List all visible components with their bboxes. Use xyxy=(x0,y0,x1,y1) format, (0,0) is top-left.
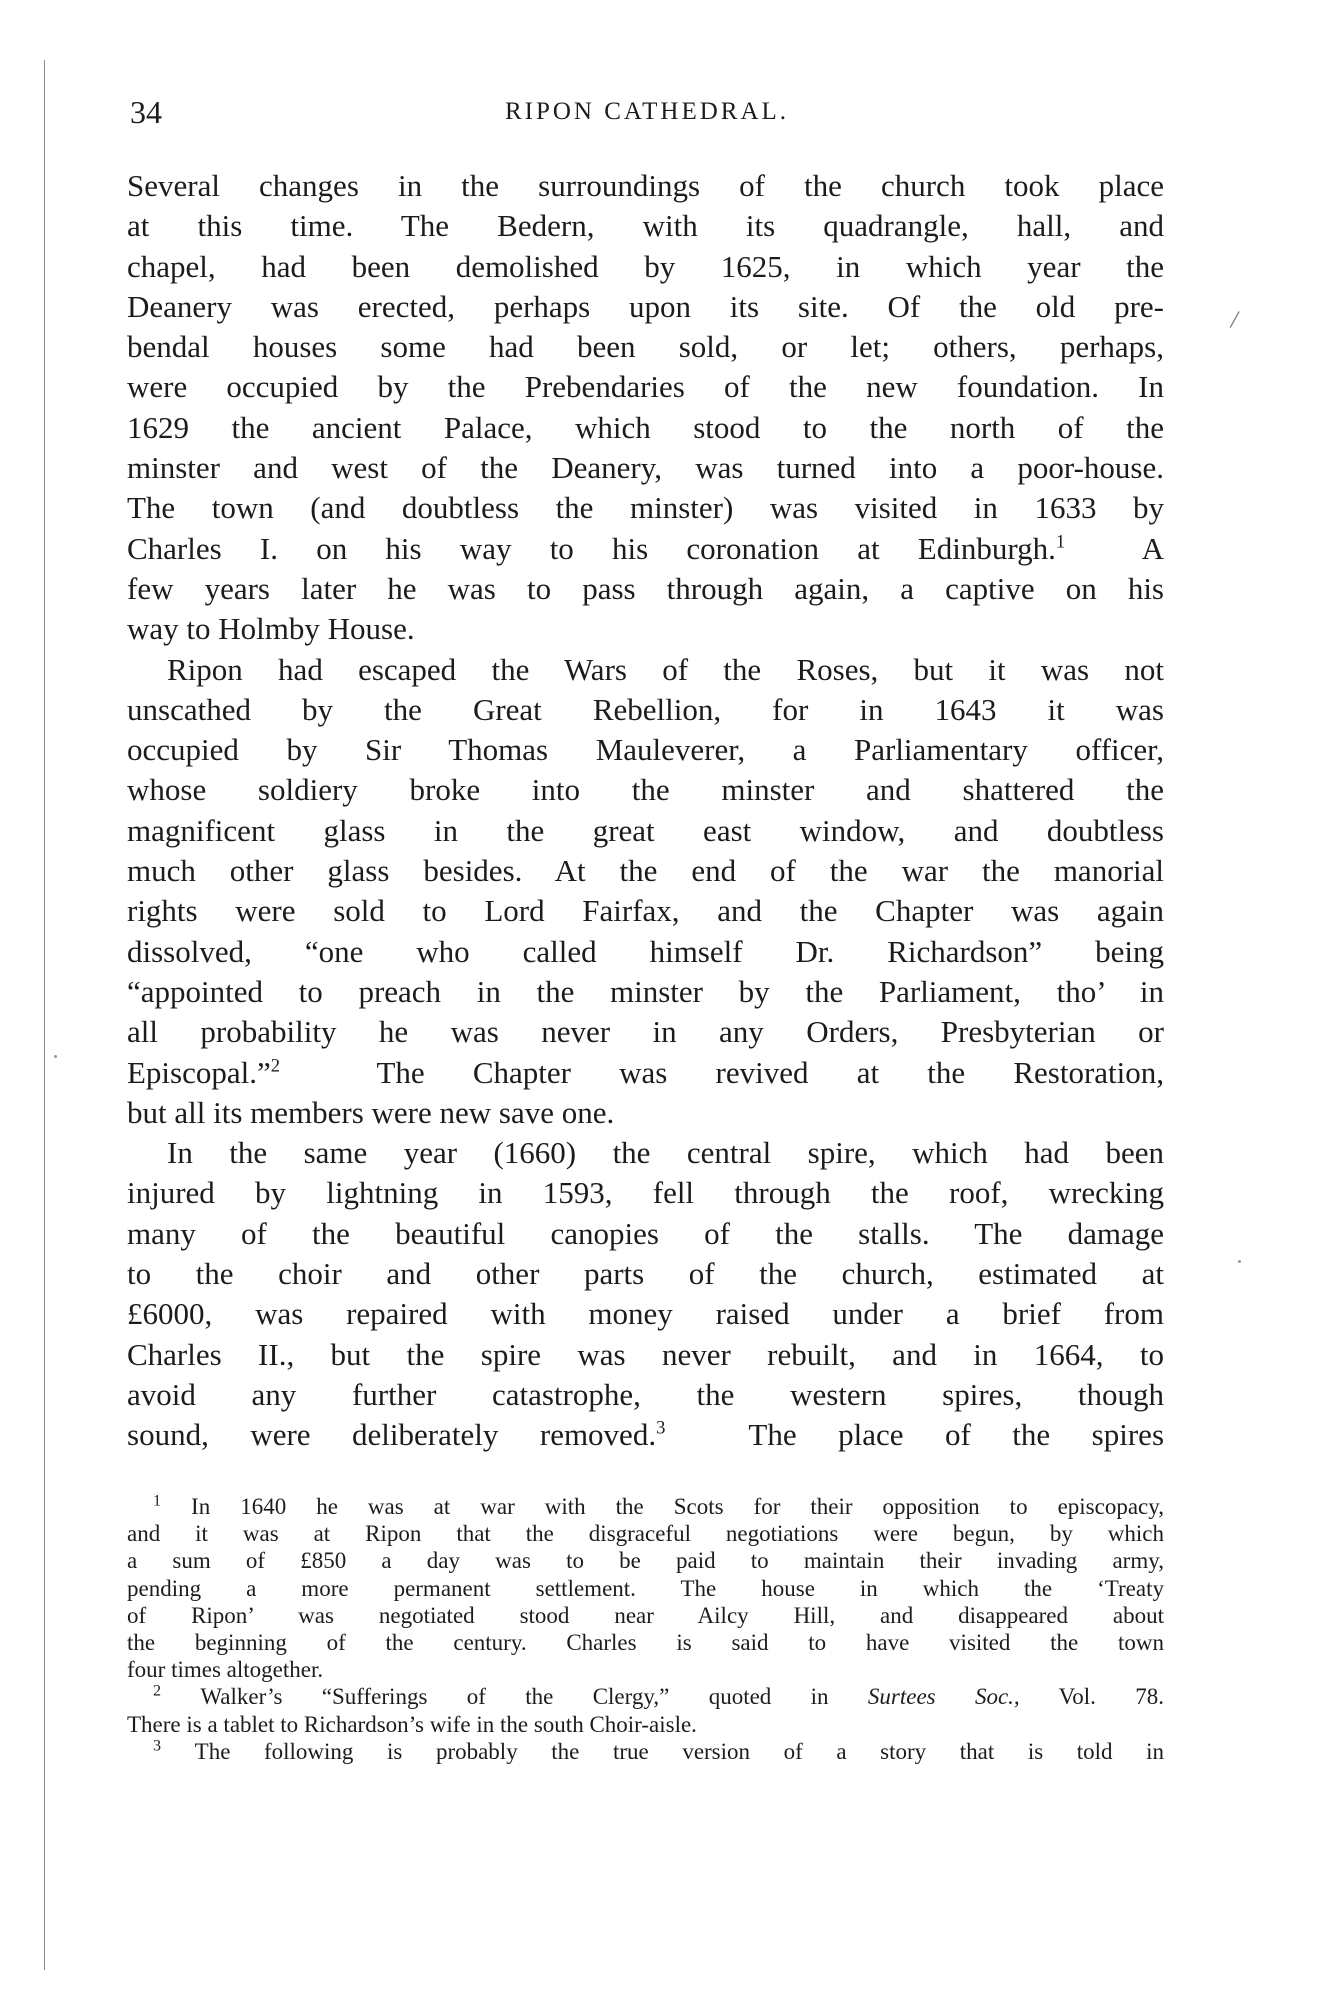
text-fragment: Charles I. on his way to his coronation at Edinburgh. xyxy=(127,530,1056,566)
footnote-number: 2 xyxy=(153,1682,162,1700)
text-line: occupied by Sir Thomas Mauleverer, a Parliamentary officer, xyxy=(127,732,1164,768)
text-fragment: Episcopal.” xyxy=(127,1054,271,1090)
text-line: at this time. The Bedern, with its quadrangle, hall, and xyxy=(127,208,1164,244)
margin-mark: / xyxy=(1228,304,1241,335)
text-line: many of the beautiful canopies of the stalls. The damage xyxy=(127,1215,1164,1251)
margin-dot xyxy=(1238,1260,1241,1263)
text-line: avoid any further catastrophe, the western spires, though xyxy=(127,1376,1164,1412)
text-line: were occupied by the Prebendaries of the new foundation. In xyxy=(127,369,1164,405)
text-line: unscathed by the Great Rebellion, for in 1643 it was xyxy=(127,691,1164,727)
citation-title: Surtees Soc., xyxy=(867,1684,1020,1710)
text-line: £6000, was repaired with money raised under a brief from xyxy=(127,1296,1164,1332)
text-line: injured by lightning in 1593, fell through the roof, wrecking xyxy=(127,1175,1164,1211)
text-line: 1629 the ancient Palace, which stood to the north of the xyxy=(127,409,1164,445)
text-line xyxy=(127,1415,1164,1455)
text-fragment: Vol. 78. xyxy=(1058,1684,1165,1710)
text-line: bendal houses some had been sold, or let; others, perhaps, xyxy=(127,329,1164,365)
text-line: Charles II., but the spire was never rebuilt, and in 1664, to xyxy=(127,1336,1164,1372)
text-fragment: The following is probably the true version of a story that is told in xyxy=(194,1738,1165,1764)
footnote-line: pending a more permanent settlement. The house in which the ‘Treaty xyxy=(127,1575,1164,1601)
text-line: Several changes in the surroundings of the church took place xyxy=(127,168,1164,203)
text-fragment: sound, were deliberately removed. xyxy=(127,1417,657,1453)
text-line xyxy=(127,1053,1164,1093)
text-line: all probability he was never in any Orders, Presbyterian or xyxy=(127,1014,1164,1050)
footnote-ref-3: 3 xyxy=(656,1417,666,1439)
footnote-line: four times altogether. xyxy=(127,1657,324,1683)
text-line: whose soldiery broke into the minster and shattered the xyxy=(127,772,1164,808)
text-line: In the same year (1660) the central spire, which had been xyxy=(167,1135,1164,1171)
footnote-line xyxy=(127,1738,1164,1765)
text-line: The town (and doubtless the minster) was visited in 1633 by xyxy=(127,490,1164,526)
footnote-1 xyxy=(127,1493,1164,1683)
body-text xyxy=(127,166,1164,1456)
footnote-line: the beginning of the century. Charles is said to have visited the town xyxy=(127,1630,1164,1656)
text-line: few years later he was to pass through again, a captive on his xyxy=(127,570,1164,606)
footnote-number: 3 xyxy=(153,1737,162,1755)
text-line: Ripon had escaped the Wars of the Roses, but it was not xyxy=(167,651,1164,687)
footnote-line: a sum of £850 a day was to be paid to maintain their invading army, xyxy=(127,1548,1164,1574)
footnote-line xyxy=(127,1683,1164,1710)
footnote-line: There is a tablet to Richardson’s wife in the south Choir-aisle. xyxy=(127,1711,697,1737)
footnote-number: 1 xyxy=(153,1492,162,1510)
footnote-line: and it was at Ripon that the disgraceful negotiations were begun, by which xyxy=(127,1521,1164,1547)
text-line: magnificent glass in the great east window, and doubtless xyxy=(127,812,1164,848)
paragraph-1 xyxy=(127,166,1164,650)
footnote-ref-2: 2 xyxy=(270,1055,281,1077)
paragraph-2 xyxy=(127,650,1164,1134)
text-line: Deanery was erected, perhaps upon its site. Of the old pre- xyxy=(127,288,1164,324)
footnote-line xyxy=(127,1493,1164,1520)
paragraph-3 xyxy=(127,1133,1164,1455)
text-line: to the choir and other parts of the church, estimated at xyxy=(127,1256,1164,1292)
margin-dot xyxy=(54,1055,57,1058)
text-line: dissolved, “one who called himself Dr. Richardson” being xyxy=(127,933,1164,969)
text-line: “appointed to preach in the minster by the Parliament, tho’ in xyxy=(127,973,1164,1009)
text-line: chapel, had been demolished by 1625, in which year the xyxy=(127,248,1164,284)
text-line: minster and west of the Deanery, was turned into a poor-house. xyxy=(127,450,1164,486)
text-line: way to Holmby House. xyxy=(127,611,415,647)
binding-edge xyxy=(44,60,45,1970)
text-fragment: In 1640 he was at war with the Scots for their opposition to episcopacy, xyxy=(191,1494,1164,1519)
text-line: much other glass besides. At the end of the war the manorial xyxy=(127,853,1164,889)
text-fragment: The Chapter was revived at the Restoration, xyxy=(376,1054,1164,1090)
footnotes xyxy=(127,1493,1164,1765)
text-line: but all its members were new save one. xyxy=(127,1094,615,1130)
page-header xyxy=(130,92,1164,132)
text-fragment: Walker’s “Sufferings of the Clergy,” quoted in xyxy=(200,1684,829,1710)
footnote-ref-1: 1 xyxy=(1055,531,1066,553)
text-fragment: A xyxy=(1141,530,1165,566)
text-line: rights were sold to Lord Fairfax, and the Chapter was again xyxy=(127,893,1164,929)
text-fragment: The place of the spires xyxy=(748,1417,1165,1453)
footnote-2 xyxy=(127,1683,1164,1737)
text-line xyxy=(127,529,1164,569)
footnote-line: of Ripon’ was negotiated stood near Ailcy Hill, and disappeared about xyxy=(127,1602,1164,1628)
page-number: 34 xyxy=(130,94,162,130)
running-head: RIPON CATHEDRAL. xyxy=(504,98,790,125)
footnote-3 xyxy=(127,1738,1164,1765)
